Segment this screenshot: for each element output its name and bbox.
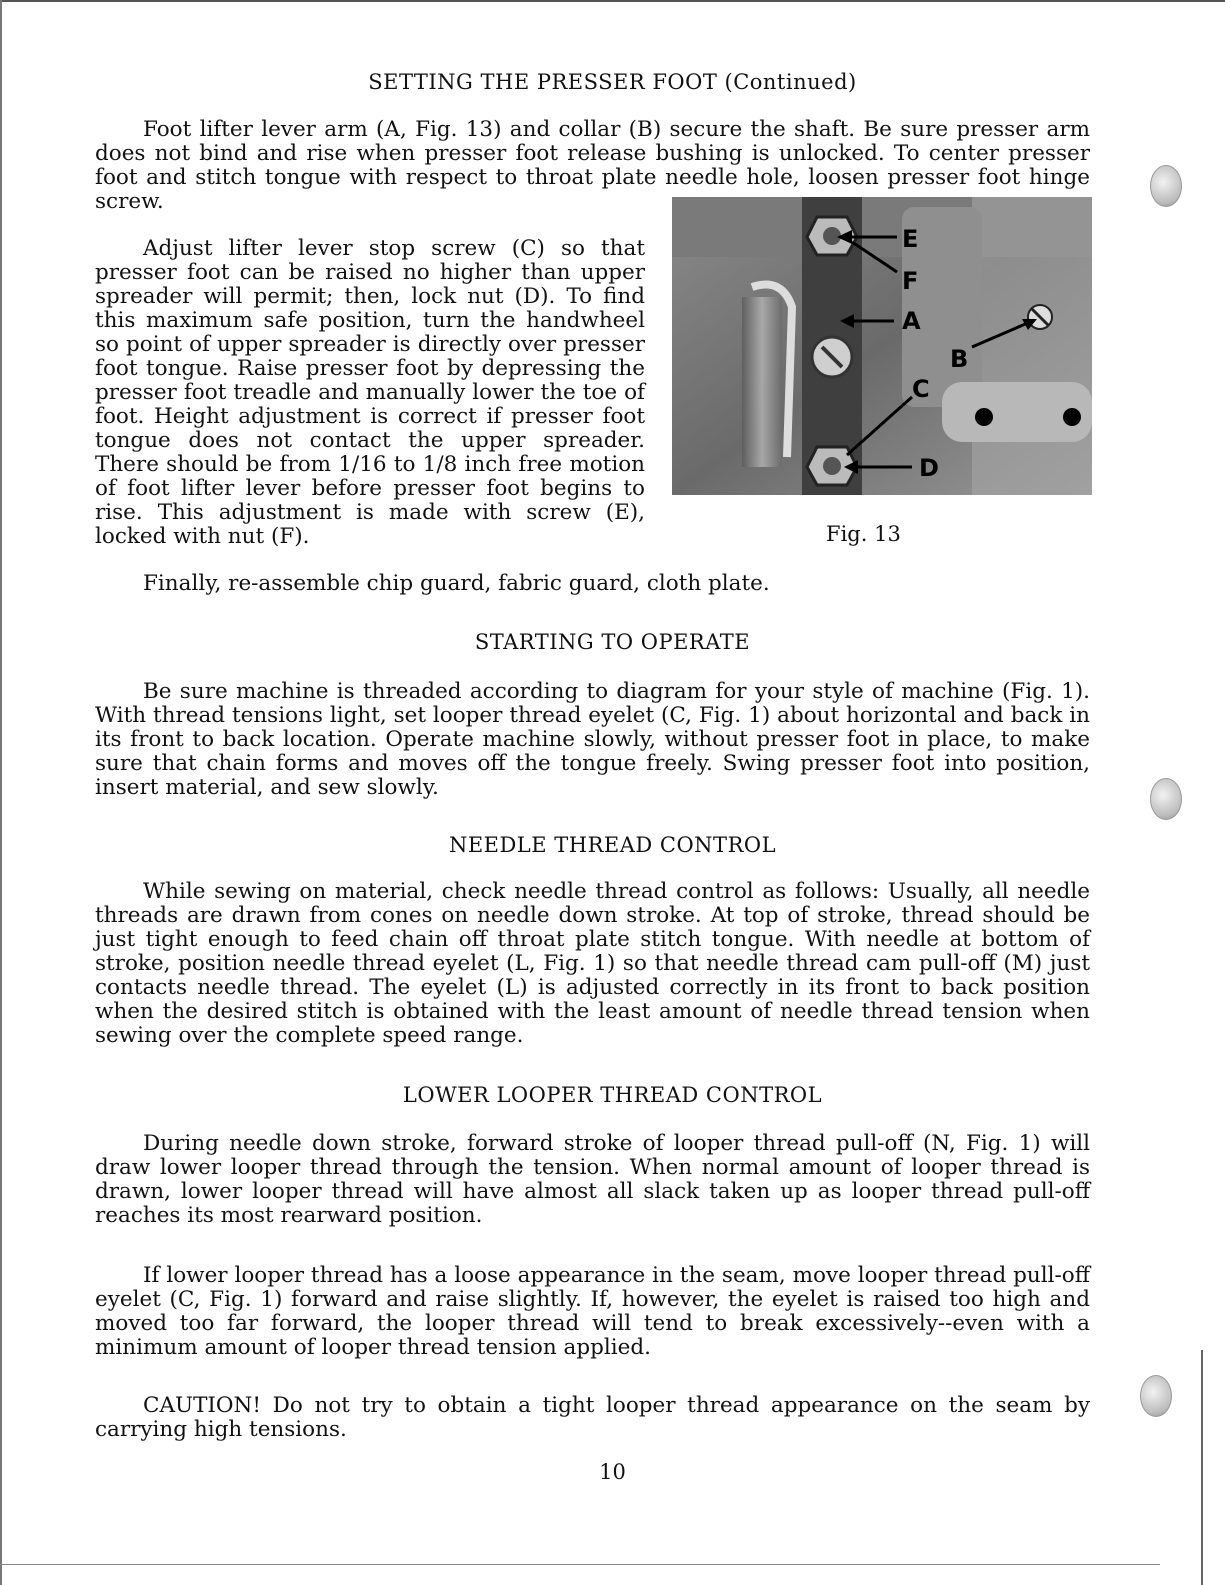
- label-a: A: [902, 307, 921, 335]
- binder-hole-bottom: [1140, 1375, 1172, 1417]
- heading-lower-looper-thread-control: LOWER LOOPER THREAD CONTROL: [402, 1083, 823, 1107]
- heading-needle-thread-control: NEEDLE THREAD CONTROL: [448, 833, 777, 857]
- caution-paragraph: CAUTION! Do not try to obtain a tight looper thread appearance on the seam by carrying high tensions.: [95, 1393, 1090, 1442]
- heading-starting-to-operate: STARTING TO OPERATE: [474, 630, 751, 654]
- page-number: 10: [599, 1460, 626, 1484]
- page-left-edge: [0, 0, 2, 1585]
- page-bottom-edge: [0, 1564, 1160, 1565]
- final-paragraph: Finally, re-assemble chip guard, fabric guard, cloth plate.: [143, 571, 770, 596]
- figure-caption: Fig. 13: [826, 522, 901, 546]
- label-e: E: [902, 225, 919, 253]
- intro-paragraph: Foot lifter lever arm (A, Fig. 13) and collar (B) secure the shaft. Be sure presser arm does not bind and rise when presser foot release bushing is unlocked. To center presser foot and stitch tongue with respect to throat plate needle hole, loosen presser foot hinge screw.: [95, 117, 1090, 214]
- binder-hole-middle: [1150, 778, 1182, 820]
- lower-looper-paragraph-1: During needle down stroke, forward stroke of looper thread pull-off (N, Fig. 1) will draw lower looper thread through the tension. When normal amount of looper thread is drawn, lower looper thread will have almost all slack taken up as looper thread pull-off reaches its most rearward position.: [95, 1131, 1090, 1228]
- label-c: C: [912, 375, 930, 403]
- page-top-edge: [0, 0, 1225, 8]
- label-b: B: [950, 345, 969, 373]
- lower-looper-paragraph-2: If lower looper thread has a loose appearance in the seam, move looper thread pull-off eyelet (C, Fig. 1) forward and raise slightly. If, however, the eyelet is raised too high and moved too far forward, the looper thread will tend to break excessively--even with a minimum amount of looper thread tension applied.: [95, 1263, 1090, 1360]
- adjust-paragraph: Adjust lifter lever stop screw (C) so that presser foot can be raised no higher than upper spreader will permit; then, lock nut (D). To find this maximum safe position, turn the handwheel so point of upper spreader is directly over presser foot tongue. Raise presser foot by depressing the presser foot treadle and manually lower the toe of foot. Height adjustment is correct if presser foot tongue does not contact the upper spreader. There should be from 1/16 to 1/8 inch free motion of foot lifter lever before presser foot begins to rise. This adjustment is made with screw (E), locked with nut (F).: [95, 236, 645, 549]
- needle-paragraph: While sewing on material, check needle thread control as follows: Usually, all needle threads are drawn from cones on needle down stroke. At top of stroke, thread should be just tight enough to feed chain off throat plate stitch tongue. With needle at bottom of stroke, position needle thread eyelet (L, Fig. 1) so that needle thread cam pull-off (M) just contacts needle thread. The eyelet (L) is adjusted correctly in its front to back position when the desired stitch is obtained with the least amount of needle thread tension when sewing over the complete speed range.: [95, 879, 1090, 1048]
- page-title: SETTING THE PRESSER FOOT (Continued): [368, 70, 857, 94]
- label-d: D: [919, 454, 939, 482]
- binder-hole-top: [1150, 165, 1182, 207]
- figure-13-photo: [672, 197, 1092, 495]
- starting-paragraph: Be sure machine is threaded according to diagram for your style of machine (Fig. 1). With thread tensions light, set looper thread eyelet (C, Fig. 1) about horizontal and back in its front to back location. Operate machine slowly, without presser foot in place, to make sure that chain forms and moves off the tongue freely. Swing presser foot into position, insert material, and sew slowly.: [95, 679, 1090, 800]
- label-f: F: [902, 267, 919, 295]
